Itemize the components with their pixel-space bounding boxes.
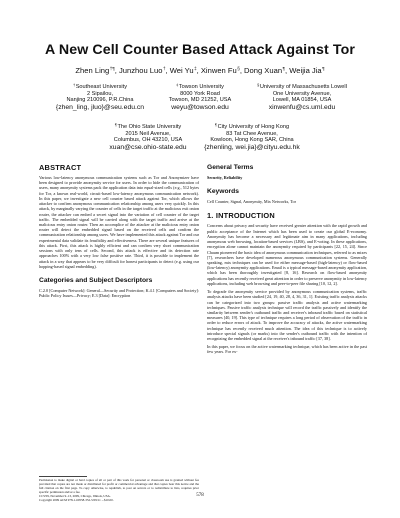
author: Junzhou Luo† bbox=[118, 66, 166, 75]
affiliation-umass: §University of Massachusetts Lowell One University Avenue, Lowell, MA 01854, USA xinwenfu@cs.uml.edu bbox=[246, 82, 358, 111]
footnote-rule bbox=[39, 476, 87, 477]
right-column bbox=[207, 164, 367, 358]
keywords-heading: Keywords bbox=[207, 188, 239, 196]
author: Weijia Jia¶ bbox=[289, 66, 325, 75]
author: Xinwen Fu§ bbox=[200, 66, 240, 75]
page-number: 578 bbox=[196, 493, 204, 498]
intro-paragraph: To degrade the anonymity service provided by anonymous communication systems, traffic analysis attacks have been studied [24, 19, 40, 28, 4, 36, 31, 1]. Existing traffic analysis attacks can be categorized into two groups: passive traffic analysis and active watermarking techniques. Passive traffic analysis technique will record the traffic passively and identify the similarity between sender's outbound traffic and receiver's inbound traffic based on statistical measures [40, 19]. This type of technique requires a long period of observation of the traffic in order to reduce errors of attack. To improve the accuracy of attacks, the active watermarking technique has recently received much attention. The idea of this technique is to actively introduce special signals (or marks) into the sender's outbound traffic with the intention of recognizing the embedded signal at the receiver's inbound traffic [37, 38]. bbox=[207, 289, 367, 342]
author-email: weyu@towson.edu bbox=[171, 103, 229, 111]
categories-text: C.2.0 [Computer Network]: General—Security and Protection; K.4.1 [Computers and Society]: Public Policy Issues—Privacy; E.3 [Data]: Encryption bbox=[39, 287, 199, 299]
author: Dong Xuan¶ bbox=[244, 66, 286, 75]
author-email: {zhen_ling, jluo}@seu.edu.cn bbox=[55, 103, 145, 111]
author-email: xuan@cse.ohio-state.edu bbox=[109, 143, 187, 151]
abstract-text: Various low-latency anonymous communication systems such as Tor and Anonymizer have been designed to provide anonymity service for users. In order to hide the communication of users, many anonymity systems pack the application data into equal-sized cells (e.g., 512 bytes for Tor, a known real-world, circuit-based low-latency anonymous communication network). In this paper, we investigate a new cell counter based attack against Tor, which allows the attacker to confirm anonymous communication relationship among users very quickly. In this attack, by marginally varying the counter of cells in the target traffic at the malicious exit onion router, the attacker can embed a secret signal into the variation of cell counter of the target traffic. The embedded signal will be carried along with the target traffic and arrive at the malicious entry onion router. Then an accomplice of the attacker at the malicious entry onion router will detect the embedded signal based on the received cells and confirm the communication relationship among users. We have implemented this attack against Tor and our experimental data validate its feasibility and effectiveness. There are several unique features of this attack. First, this attack is highly efficient and can confirm very short communication sessions with only tens of cells. Second, this attack is effective and its detection rate approaches 100% with a very low false positive rate. Third, it is possible to implement the attack in a way that appears to be very difficult for honest participants to detect (e.g. using our hopping-based signal embedding). bbox=[39, 175, 199, 269]
author-email: {zhenling, wei.jia}@cityu.edu.hk bbox=[204, 143, 300, 151]
author-email: xinwenfu@cs.uml.edu bbox=[268, 103, 336, 111]
abstract-heading: ABSTRACT bbox=[39, 163, 82, 172]
affiliation-towson: ‡Towson University 8000 York Road Towson, MD 21252, USA weyu@towson.edu bbox=[144, 82, 256, 111]
left-column bbox=[39, 164, 199, 301]
categories-heading: Categories and Subject Descriptors bbox=[39, 276, 153, 284]
permission-notice: Permission to make digital or hard copies of all or part of this work for personal or classroom use is granted without fee provided that copies are not made or distributed for profit or commercial advantage and that copies bear this notice and the full citation on the first page. To copy otherwise, to republish, to post on servers or to redistribute to lists, requires prior specific permission and/or a fee. CCS'09, November 9–13, 2009, Chicago, Illinois, USA. Copyright 2009 ACM 978-1-60558-352-5/09/11 ...$10.00. bbox=[39, 478, 199, 502]
author: Wei Yu‡ bbox=[169, 66, 197, 75]
intro-paragraph: Concerns about privacy and security have received greater attention with the rapid growth and public acceptance of the Internet which has been used to create our global E-economy. Anonymity has become a necessary and legitimate aim in many applications, including anonymous web browsing, location-based services (LBS), and E-voting. In these applications, encryption alone cannot maintain the anonymity required by participants [22, 15, 24]. Since Chaum pioneered the basic idea of anonymous communication techniques, referred to as mixes [7], researchers have developed numerous anonymous communication systems. Generally speaking, mix techniques can be used for either message-based (high-latency) or flow-based (low-latency) anonymity applications. Email is a typical message-based anonymity application, which has been thoroughly investigated [8, 16]. Research on flow-based anonymity applications has recently received great attention in order to preserve anonymity in low-latency applications, including web browsing and peer-to-peer file sharing [10, 12, 2]. bbox=[207, 223, 367, 286]
general-terms-text: Security, Reliability bbox=[207, 175, 243, 180]
affiliation-seu: †Southeast University 2 Sipailou, Nanjing 210096, P.R.China {zhen_ling, jluo}@seu.edu.cn bbox=[44, 82, 156, 111]
intro-paragraph: In this paper, we focus on the active watermarking technique, which has been active in the past few years. For ex- bbox=[207, 344, 367, 355]
introduction-heading: 1. INTRODUCTION bbox=[207, 211, 275, 221]
affiliation-osu: ¶The Ohio State University 2015 Neil Avenue, Columbus, OH 43210, USA xuan@cse.ohio-state.edu bbox=[92, 122, 204, 151]
paper-title: A New Cell Counter Based Attack Against Tor bbox=[45, 42, 355, 58]
author: Zhen Ling†¶ bbox=[75, 66, 115, 75]
author-list: Zhen Ling†¶, Junzhou Luo†, Wei Yu‡, Xinwen Fu§, Dong Xuan¶, Weijia Jia¶ bbox=[75, 66, 325, 75]
affiliation-cityu: ¶City University of Hong Kong 83 Tat Chee Avenue, Kowloon, Hong Kong SAR, China {zhenling, wei.jia}@cityu.edu.hk bbox=[196, 122, 308, 151]
keywords-text: Cell Counter, Signal, Anonymity, Mix Networks, Tor bbox=[207, 199, 296, 205]
general-terms-heading: General Terms bbox=[207, 164, 254, 171]
